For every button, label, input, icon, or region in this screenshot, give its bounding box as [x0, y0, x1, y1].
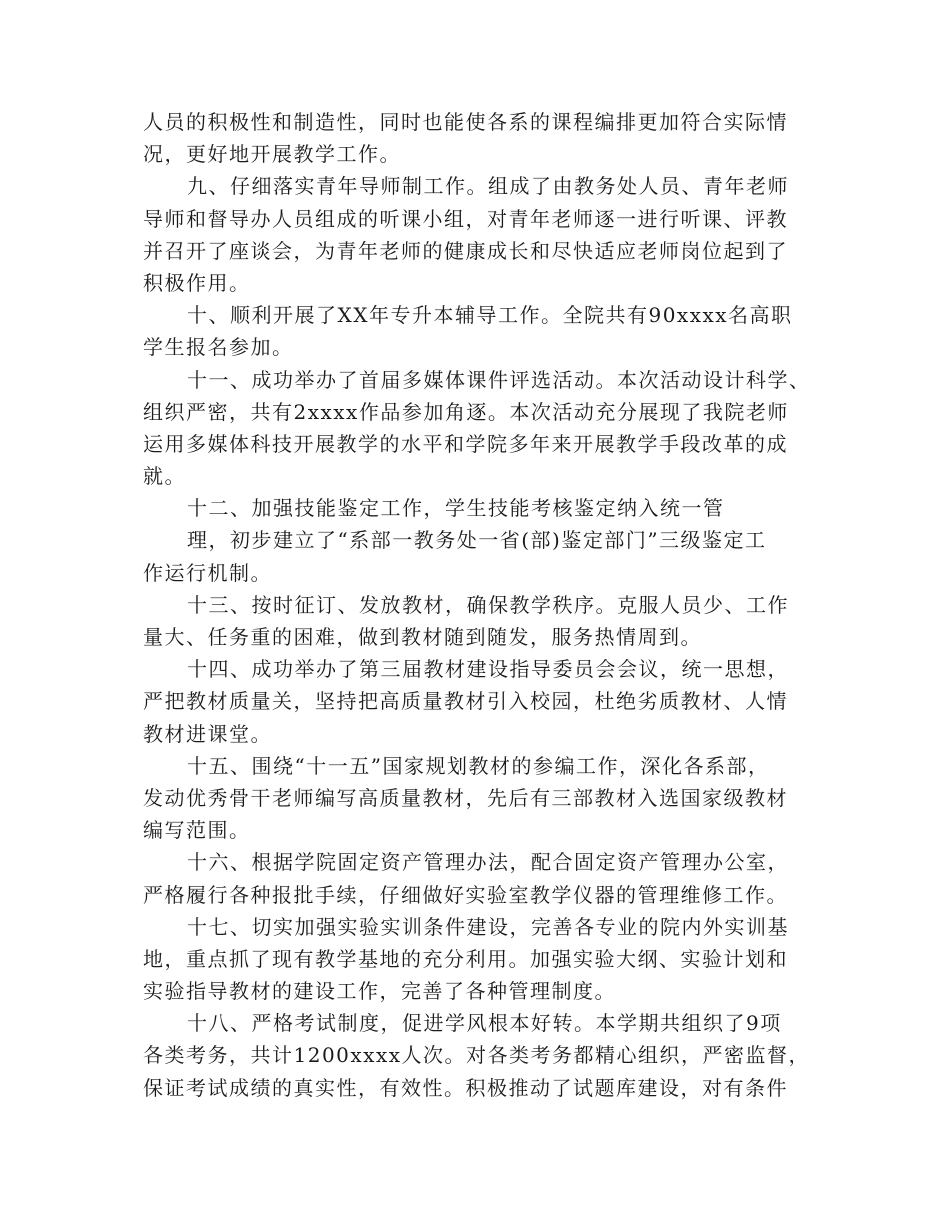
text-line: 运用多媒体科技开展教学的水平和学院多年来开展教学手段改革的成: [143, 431, 788, 456]
text-line: 各类考务，共计1200xxxx人次。对各类考务都精心组织，严密监督，: [143, 1043, 811, 1068]
text-line: 就。: [143, 464, 186, 489]
text-line: 编写范围。: [143, 818, 251, 843]
text-line: 九、仔细落实青年导师制工作。组成了由教务处人员、青年老师: [187, 174, 789, 199]
text-line: 十、顺利开展了XX年专升本辅导工作。全院共有90xxxx名高职: [187, 303, 793, 328]
document-body: [143, 106, 813, 1104]
text-line: 地，重点抓了现有教学基地的充分利用。加强实验大纲、实验计划和: [143, 946, 788, 971]
text-line: 量大、任务重的困难，做到教材随到随发，服务热情周到。: [143, 625, 702, 649]
text-line: 实验指导教材的建设工作，完善了各种管理制度。: [143, 979, 616, 1004]
text-line: 十八、严格考试制度，促进学风根本好转。本学期共组织了9项: [187, 1011, 782, 1036]
text-line: 十三、按时征订、发放教材，确保教学秩序。克服人员少、工作: [187, 592, 789, 617]
text-line: 十五、围绕“十一五”国家规划教材的参编工作，深化各系部，: [187, 753, 770, 778]
text-line: 十一、成功举办了首届多媒体课件评选活动。本次活动设计科学、: [187, 367, 811, 392]
text-line: 况，更好地开展教学工作。: [143, 142, 401, 167]
text-line: 并召开了座谈会，为青年老师的健康成长和尽快适应老师岗位起到了: [143, 238, 788, 263]
text-line: 十四、成功举办了第三届教材建设指导委员会会议，统一思想，: [187, 657, 789, 682]
text-line: 积极作用。: [143, 270, 251, 295]
text-line: 十六、根据学院固定资产管理办法，配合固定资产管理办公室，: [187, 850, 789, 875]
text-line: 组织严密，共有2xxxx作品参加角逐。本次活动充分展现了我院老师: [143, 399, 789, 424]
text-line: 学生报名参加。: [143, 335, 294, 360]
text-line: 教材进课堂。: [143, 721, 272, 746]
text-line: 严把教材质量关，坚持把高质量教材引入校园，杜绝劣质教材、人情: [143, 689, 788, 714]
text-line: 理，初步建立了“系部一教务处一省(部)鉴定部门”三级鉴定工: [187, 528, 767, 553]
text-line: 十七、切实加强实验实训条件建设，完善各专业的院内外实训基: [187, 914, 789, 939]
text-line: 人员的积极性和制造性，同时也能使各系的课程编排更加符合实际情: [143, 110, 788, 134]
text-line: 十二、加强技能鉴定工作，学生技能考核鉴定纳入统一管: [187, 496, 725, 521]
text-line: 发动优秀骨干老师编写高质量教材，先后有三部教材入选国家级教材: [143, 785, 788, 810]
text-line: 严格履行各种报批手续，仔细做好实验室教学仪器的管理维修工作。: [143, 882, 788, 907]
text-line: 保证考试成绩的真实性，有效性。积极推动了试题库建设，对有条件: [143, 1075, 788, 1100]
text-line: 导师和督导办人员组成的听课小组，对青年老师逐一进行听课、评教: [143, 206, 788, 231]
text-line: 作运行机制。: [143, 560, 272, 585]
